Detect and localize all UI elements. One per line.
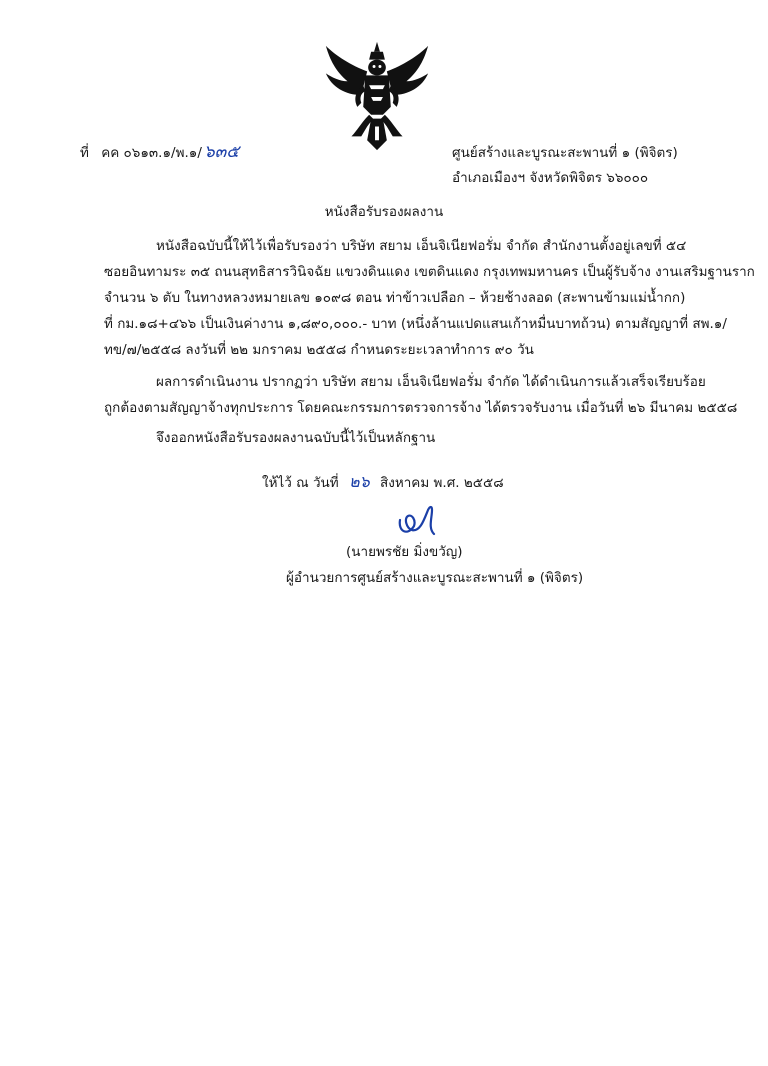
reference-handwritten-number: ๖๓๕ [203, 142, 240, 162]
signature-scribble-icon [394, 500, 444, 540]
document-title: หนังสือรับรองผลงาน [324, 204, 444, 220]
reference-label: ที่ [80, 145, 89, 161]
paragraph-1-line-5: ทข/๗/๒๕๕๘ ลงวันที่ ๒๒ มกราคม ๒๕๕๘ กำหนดระยะเวลาทำการ ๙๐ วัน [104, 342, 534, 358]
issue-date-day-handwritten: ๒๖ [348, 472, 370, 491]
signatory-name: (นายพรชัย มิ่งขวัญ) [346, 544, 463, 560]
paragraph-1-line-3: จำนวน ๖ ตับ ในทางหลวงหมายเลข ๑๐๙๘ ตอน ท่าข้าวเปลือก – ห้วยช้างลอด (สะพานข้ามแม่น้ำกก) [104, 290, 686, 306]
paragraph-1-line-1: หนังสือฉบับนี้ให้ไว้เพื่อรับรองว่า บริษัท สยาม เอ็นจิเนียฟอรั่ม จำกัด สำนักงานตั้งอยู่เลขที่ ๕๔ [156, 238, 687, 254]
issue-date-suffix: สิงหาคม พ.ศ. ๒๕๕๘ [379, 475, 504, 491]
reference-number [80, 144, 239, 161]
garuda-emblem-icon [318, 38, 436, 156]
office-address: อำเภอเมืองฯ จังหวัดพิจิตร ๖๖๐๐๐ [452, 170, 649, 186]
issue-date [262, 474, 504, 491]
office-name: ศูนย์สร้างและบูรณะสะพานที่ ๑ (พิจิตร) [452, 145, 678, 161]
paragraph-1-line-4: ที่ กม.๑๘+๔๖๖ เป็นเงินค่างาน ๑,๘๙๐,๐๐๐.- บาท (หนึ่งล้านแปดแสนเก้าหมื่นบาทถ้วน) ตามสัญญาที่ สพ.๑/ [104, 316, 727, 332]
reference-code: คค ๐๖๑๓.๑/พ.๑/ [101, 145, 202, 161]
paragraph-2-line-1: ผลการดำเนินงาน ปรากฏว่า บริษัท สยาม เอ็นจิเนียฟอรั่ม จำกัด ได้ดำเนินการแล้วเสร็จเรียบร้อย [156, 374, 706, 390]
issue-date-prefix: ให้ไว้ ณ วันที่ [262, 475, 339, 491]
paragraph-1-line-2: ซอยอินทามระ ๓๕ ถนนสุทธิสารวินิจฉัย แขวงดินแดง เขตดินแดง กรุงเทพมหานคร เป็นผู้รับจ้าง งานเสริมฐานราก [104, 264, 755, 280]
paragraph-3: จึงออกหนังสือรับรองผลงานฉบับนี้ไว้เป็นหลักฐาน [156, 430, 436, 446]
paragraph-2-line-2: ถูกต้องตามสัญญาจ้างทุกประการ โดยคณะกรรมการตรวจการจ้าง ได้ตรวจรับงาน เมื่อวันที่ ๒๖ มีนาคม ๒๕๕๘ [104, 400, 738, 416]
signatory-position: ผู้อำนวยการศูนย์สร้างและบูรณะสะพานที่ ๑ (พิจิตร) [286, 570, 584, 586]
